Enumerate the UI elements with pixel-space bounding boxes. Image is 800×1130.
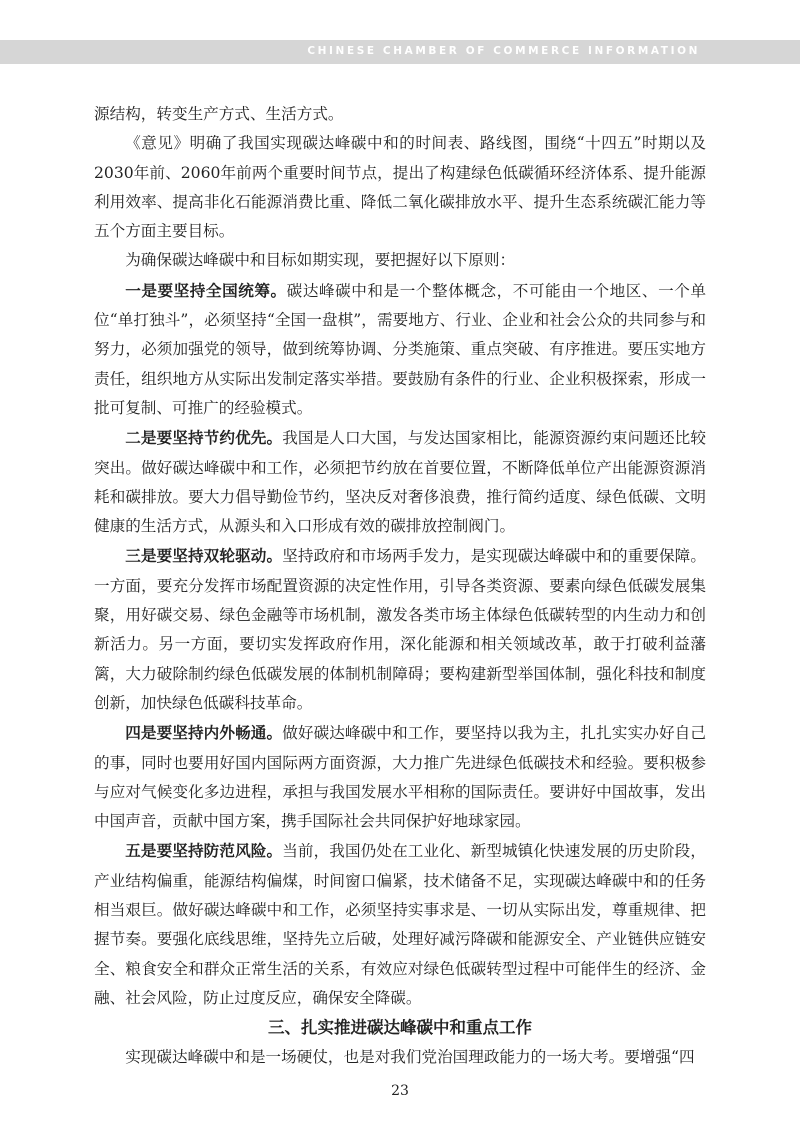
paragraph: 源结构，转变生产方式、生活方式。 [94,105,344,123]
principle-text: 坚持政府和市场两手发力，是实现碳达峰碳中和的重要保障。一方面，要充分发挥市场配置资源的决定性作用，引导各类资源、要素向绿色低碳发展集聚，用好碳交易、绿色金融等市场机制，激发各类市场主体绿色低碳转型的内生动力和创新活力。另一方面，要切实发挥政府作用，深化能源和相关领域改革，敢于打破利益藩篱，大力破除制约绿色低碳发展的体制机制障碍；要构建新型举国体制，强化科技和制度创新，加快绿色低碳科技革命。 [94,547,706,712]
principle-paragraph [94,423,706,541]
article-body [94,100,706,1072]
running-title: CHINESE CHAMBER OF COMMERCE INFORMATION [307,45,700,57]
paragraph: 《意见》明确了我国实现碳达峰碳中和的时间表、路线图，围绕“十四五”时期以及2030年前、2060年前两个重要时间节点，提出了构建绿色低碳循环经济体系、提升能源利用效率、提高非化石能源消费比重、降低二氧化碳排放水平、提升生态系统碳汇能力等五个方面主要目标。 [94,134,706,241]
paragraph: 实现碳达峰碳中和是一场硬仗，也是对我们党治国理政能力的一场大考。要增强“四 [125,1047,695,1066]
paragraph: 为确保碳达峰碳中和目标如期实现，要把握好以下原则： [125,251,516,270]
principle-lead: 二是要坚持节约优先。 [125,428,283,448]
principle-lead: 一是要坚持全国统筹。 [125,280,287,300]
principle-text: 当前，我国仍处在工业化、新型城镇化快速发展的历史阶段，产业结构偏重，能源结构偏煤，时间窗口偏紧，技术储备不足，实现碳达峰碳中和的任务相当艰巨。做好碳达峰碳中和工作，必须坚持实事求是、一切从实际出发，尊重规律、把握节奏。要强化底线思维，坚持先立后破，处理好减污降碳和能源安全、产业链供应链安全、粮食安全和群众正常生活的关系，有效应对绿色低碳转型过程中可能伴生的经济、金融、社会风险，防止过度反应，确保安全降碳。 [94,842,706,1007]
principle-text: 我国是人口大国，与发达国家相比，能源资源约束问题还比较突出。做好碳达峰碳中和工作，必须把节约放在首要位置，不断降低单位产出能源资源消耗和碳排放。要大力倡导勤俭节约，坚决反对奢侈浪费，推行简约适度、绿色低碳、文明健康的生活方式，从源头和入口形成有效的碳排放控制阀门。 [94,429,706,536]
page-number: 23 [391,1083,409,1099]
principle-paragraph [94,541,706,718]
principle-text: 做好碳达峰碳中和工作，要坚持以我为主，扎扎实实办好自己的事，同时也要用好国内国际两方面资源，大力推广先进绿色低碳技术和经验。要积极参与应对气候变化多边进程，承担与我国发展水平相称的国际责任。要讲好中国故事，发出中国声音，贡献中国方案，携手国际社会共同保护好地球家园。 [94,724,706,831]
section-heading: 三、扎实推进碳达峰碳中和重点工作 [268,1018,532,1038]
principle-lead: 五是要坚持防范风险。 [125,841,283,861]
principle-lead: 四是要坚持内外畅通。 [125,723,283,743]
principle-paragraph [94,276,706,423]
principle-paragraph [94,836,706,1013]
principle-text: 碳达峰碳中和是一个整体概念，不可能由一个地区、一个单位“单打独斗”，必须坚持“全国一盘棋”，需要地方、行业、企业和社会公众的共同参与和努力，必须加强党的领导，做到统筹协调、分类施策、重点突破、有序推进。要压实地方责任，组织地方从实际出发制定落实举措。要鼓励有条件的行业、企业积极探索，形成一批可复制、可推广的经验模式。 [94,281,706,417]
principle-paragraph [94,718,706,836]
principle-lead: 三是要坚持双轮驱动。 [125,546,283,566]
